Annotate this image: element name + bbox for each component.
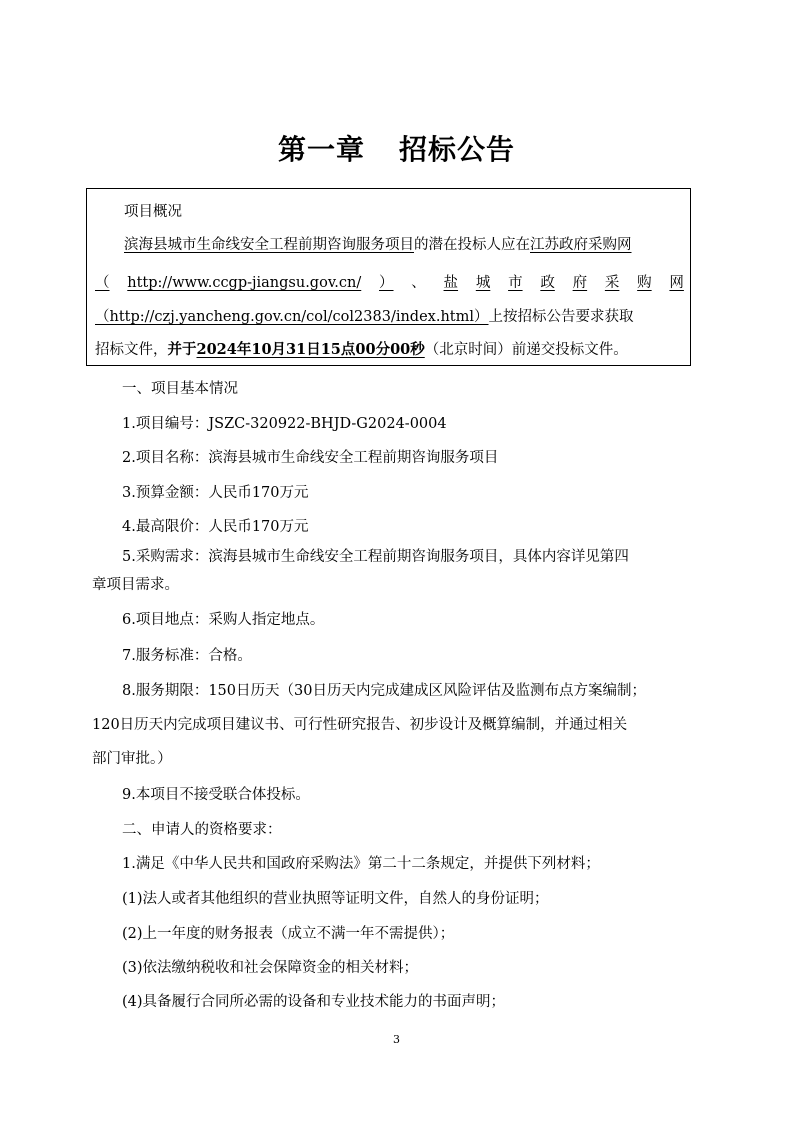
overview-text: 招标文件， [95,342,168,358]
item-service-standard: 7.服务标准：合格。 [122,648,252,664]
overview-text: 上按招标公告要求获取 [488,309,634,325]
item-budget: 3.预算金额：人民币170万元 [122,485,309,501]
overview-text: 的潜在投标人应在 [414,237,530,253]
overview-line-3 [95,306,684,328]
page-number: 3 [393,1033,400,1046]
section-1-title: 一、项目基本情况 [122,381,238,397]
overview-bold-text: 并于 [167,341,197,358]
yancheng-site-char[interactable]: 购 [637,275,652,291]
overview-line-2 [95,272,684,294]
yancheng-site-char[interactable]: 盐 [443,275,459,291]
yancheng-site-char[interactable]: 采 [604,275,620,291]
qualification-1-3: (3)依法缴纳税收和社会保障资金的相关材料； [122,960,419,976]
jiangsu-procurement-site[interactable]: 江苏政府采购网 [530,237,632,253]
yancheng-site-char[interactable]: 府 [572,275,588,291]
chapter-name: 招标公告 [399,133,516,166]
item-service-period-cont: 部门审批。） [92,751,172,767]
item-project-name: 2.项目名称：滨海县城市生命线安全工程前期咨询服务项目 [122,450,499,466]
overview-text: （北京时间）前递交投标文件。 [424,342,628,358]
item-project-location: 6.项目地点：采购人指定地点。 [122,612,325,628]
yancheng-site-char[interactable]: 城 [475,275,491,291]
item-service-period: 8.服务期限：150日历天（30日历天内完成建成区风险评估及监测布点方案编制； [122,683,646,699]
bid-deadline: 2024年10月31日15点00分00秒 [196,341,425,358]
qualification-1-1: (1)法人或者其他组织的营业执照等证明文件，自然人的身份证明； [122,891,549,907]
chapter-title [0,128,793,172]
yancheng-site-char[interactable]: 市 [508,275,523,291]
yancheng-site-char[interactable]: 网 [669,275,684,291]
qualification-1-4: (4)具备履行合同所必需的设备和专业技术能力的书面声明； [122,994,506,1010]
separator: 、 [411,275,426,291]
item-max-price: 4.最高限价：人民币170万元 [122,519,309,535]
item-project-code: 1.项目编号：JSZC-320922-BHJD-G2024-0004 [122,416,447,432]
yancheng-url[interactable]: （http://czj.yancheng.gov.cn/col/col2383/index.html） [95,309,489,325]
qualification-1-2: (2)上一年度的财务报表（成立不满一年不需提供）； [122,926,455,942]
qualification-1: 1.满足《中华人民共和国政府采购法》第二十二条规定，并提供下列材料； [122,856,600,872]
overview-heading: 项目概况 [124,204,182,220]
paren-close: ） [379,275,394,291]
paren-open: （ [95,275,110,291]
ccgp-jiangsu-url[interactable]: http://www.ccgp-jiangsu.gov.cn/ [127,275,362,291]
item-no-consortium: 9.本项目不接受联合体投标。 [122,787,310,803]
overview-line-1 [124,234,684,256]
item-procurement-needs-cont: 章项目需求。 [92,577,179,593]
chapter-number: 第一章 [277,133,365,166]
project-name-underlined: 滨海县城市生命线安全工程前期咨询服务项目 [124,237,414,253]
section-2-title: 二、申请人的资格要求： [122,822,282,838]
project-overview-box [86,188,691,366]
yancheng-site-char[interactable]: 政 [540,275,555,291]
item-service-period-cont: 120日历天内完成项目建议书、可行性研究报告、初步设计及概算编制，并通过相关 [92,717,628,733]
overview-line-4 [95,339,684,361]
item-procurement-needs: 5.采购需求：滨海县城市生命线安全工程前期咨询服务项目，具体内容详见第四 [122,549,629,565]
